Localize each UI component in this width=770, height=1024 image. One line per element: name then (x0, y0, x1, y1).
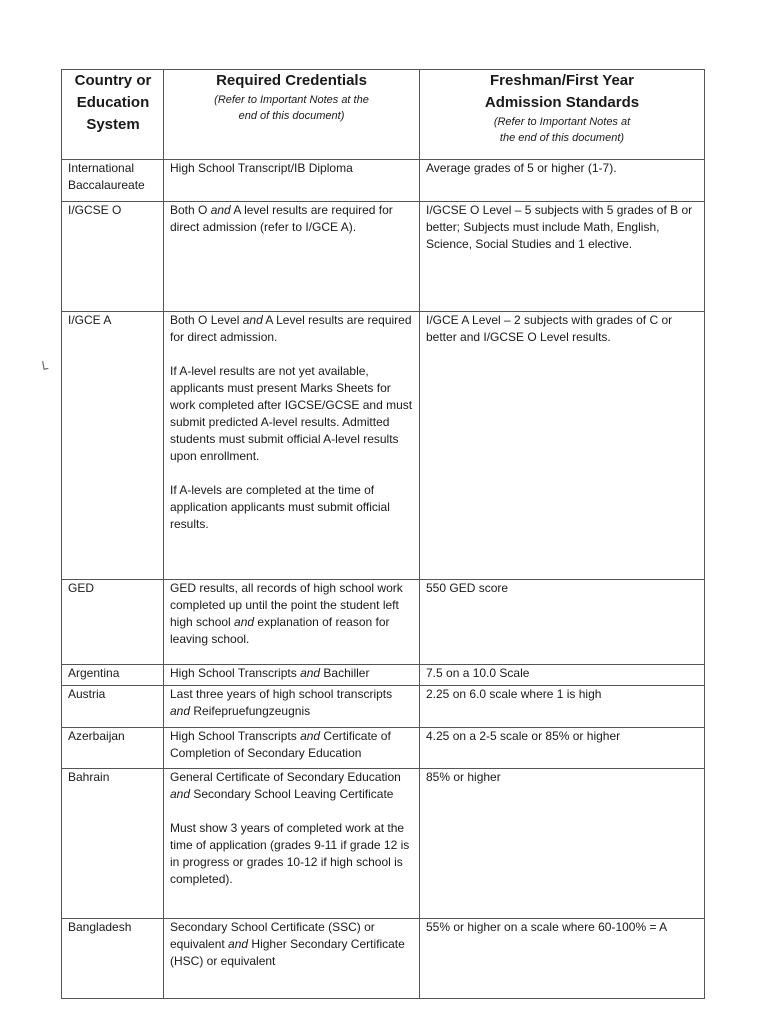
standards-cell (420, 686, 705, 728)
standard-text: 2.25 on 6.0 scale where 1 is high (426, 687, 602, 701)
credential-text: Both O and A level results are required for direct admission (refer to I/GCE A). (170, 203, 393, 234)
country-name: I/GCSE O (68, 203, 122, 217)
credential-text: High School Transcripts and Certificate of Completion of Secondary Education (170, 729, 391, 760)
country-cell (62, 665, 164, 686)
country-cell (62, 160, 164, 202)
credentials-cell (164, 580, 420, 665)
country-name: Bangladesh (68, 920, 132, 934)
table-row (62, 919, 705, 999)
credentials-cell (164, 665, 420, 686)
credentials-cell (164, 769, 420, 919)
credential-text: If A-levels are completed at the time of application applicants must submit official results. (170, 483, 390, 531)
standard-text: 550 GED score (426, 581, 509, 595)
table-row (62, 769, 705, 919)
credential-text: High School Transcripts and Bachiller (170, 666, 370, 680)
standards-cell (420, 312, 705, 580)
country-name: Austria (68, 687, 106, 701)
credentials-cell (164, 728, 420, 769)
header-credentials (164, 70, 420, 160)
table-header-row (62, 70, 705, 160)
header-country (62, 70, 164, 160)
table-row (62, 312, 705, 580)
country-cell (62, 580, 164, 665)
margin-handwritten-mark: └ (38, 361, 50, 379)
header-country-label: Country or Education System (74, 72, 152, 133)
standards-cell (420, 665, 705, 686)
standard-text: I/GCE A Level – 2 subjects with grades of C or better and I/GCSE O Level results. (426, 313, 673, 344)
header-standards (420, 70, 705, 160)
credentials-cell (164, 160, 420, 202)
credential-text: High School Transcript/IB Diploma (170, 161, 353, 175)
credential-text: If A-level results are not yet available, applicants must present Marks Sheets for work completed after IGCSE/GCSE and must submit predicted A-level results. Admitted students must submit official A-level results upon enrollment. (170, 364, 413, 463)
country-cell (62, 686, 164, 728)
header-credentials-note: (Refer to Important Notes at the end of this document) (214, 94, 369, 122)
table-row (62, 202, 705, 312)
country-name: GED (68, 581, 95, 595)
credential-text: Secondary School Certificate (SSC) or equivalent and Higher Secondary Certificate (HSC) or equivalent (170, 920, 405, 968)
credentials-cell (164, 312, 420, 580)
standard-text: 55% or higher on a scale where 60-100% = A (426, 920, 668, 934)
credential-text: Last three years of high school transcripts and Reifepruefungzeugnis (170, 687, 393, 718)
table-row (62, 686, 705, 728)
credential-text: Both O Level and A Level results are required for direct admission. (170, 313, 412, 344)
credential-text: Must show 3 years of completed work at the time of application (grades 9-11 if grade 12 is in progress or grades 10-12 if high school is completed). (170, 821, 410, 886)
country-name: International Baccalaureate (68, 161, 145, 192)
standards-cell (420, 160, 705, 202)
header-credentials-title: Required Credentials (216, 72, 367, 89)
standards-cell (420, 728, 705, 769)
standards-cell (420, 202, 705, 312)
admission-standards-table (61, 69, 705, 999)
credentials-cell (164, 919, 420, 999)
country-cell (62, 202, 164, 312)
country-name: Argentina (68, 666, 120, 680)
standard-text: 7.5 on a 10.0 Scale (426, 666, 530, 680)
country-name: I/GCE A (68, 313, 112, 327)
header-standards-title: Freshman/First Year Admission Standards (484, 72, 640, 111)
standards-cell (420, 919, 705, 999)
header-standards-note: (Refer to Important Notes at the end of this document) (493, 116, 631, 144)
credential-text: General Certificate of Secondary Education and Secondary School Leaving Certificate (170, 770, 401, 801)
credentials-cell (164, 686, 420, 728)
standards-cell (420, 769, 705, 919)
standard-text: Average grades of 5 or higher (1-7). (426, 161, 617, 175)
table-row (62, 580, 705, 665)
standard-text: 4.25 on a 2-5 scale or 85% or higher (426, 729, 621, 743)
standards-cell (420, 580, 705, 665)
standard-text: I/GCSE O Level – 5 subjects with 5 grades of B or better; Subjects must include Math, English, Science, Social Studies and 1 elective. (426, 203, 693, 251)
country-name: Bahrain (68, 770, 110, 784)
country-cell (62, 919, 164, 999)
table-row (62, 728, 705, 769)
country-cell (62, 728, 164, 769)
table-row (62, 665, 705, 686)
standard-text: 85% or higher (426, 770, 501, 784)
credentials-cell (164, 202, 420, 312)
credential-text: GED results, all records of high school work completed up until the point the student left high school and explanation of reason for leaving school. (170, 581, 403, 646)
table-row (62, 160, 705, 202)
country-name: Azerbaijan (68, 729, 125, 743)
country-cell (62, 312, 164, 580)
country-cell (62, 769, 164, 919)
